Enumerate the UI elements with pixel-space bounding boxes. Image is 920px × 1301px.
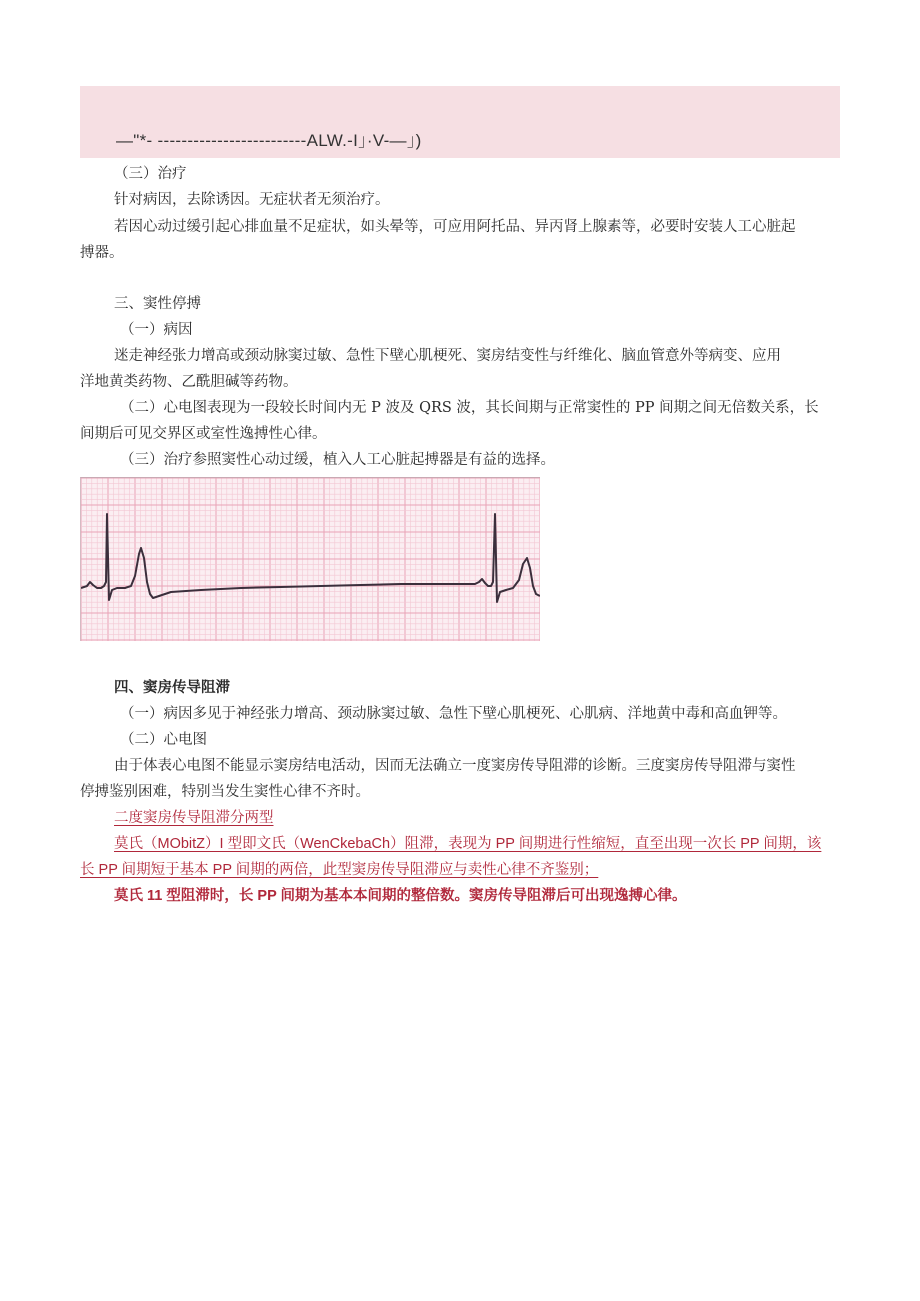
- paragraph-treatment-1: 针对病因，去除诱因。无症状者无须治疗。: [114, 192, 390, 208]
- paragraph-treatment-2-cont: 搏器。: [80, 245, 124, 261]
- subheading-treatment: （三）治疗: [114, 166, 187, 182]
- paragraph-sa-ecg-1: 由于体表心电图不能显示窦房结电活动，因而无法确立一度窦房传导阻滞的诊断。三度窦房传导阻滞与窦性: [114, 758, 796, 774]
- red-paragraph-mobitz-1-line1: 莫氏（MObitZ）I 型即文氏（WenCkebaCh）阻滞，表现为 PP 间期进行性缩短，直至出现一次长 PP 间期，该: [114, 836, 822, 852]
- subheading-cause: （一）病因: [120, 322, 193, 338]
- paragraph-treatment-3: （三）治疗参照窦性心动过缓，植入人工心脏起搏器是有益的选择。: [120, 452, 555, 468]
- ecg-figure-fragment: [80, 86, 840, 158]
- garbled-caption: —"*- -------------------------ALW.-I」·V-—」): [116, 131, 422, 150]
- paragraph-treatment-2: 若因心动过缓引起心排血量不足症状，如头晕等，可应用阿托品、异丙肾上腺素等，必要时安装人工心脏起: [114, 219, 796, 235]
- red-paragraph-mobitz-2: 莫氏 11 型阻滞时，长 PP 间期为基本本间期的整倍数。窦房传导阻滞后可出现逸搏心律。: [114, 888, 687, 904]
- paragraph-sa-ecg-2: 停搏鉴别困难，特别当发生窦性心律不齐时。: [80, 784, 370, 800]
- section-title-sa-block: 四、窦房传导阻滞: [114, 680, 230, 696]
- red-paragraph-mobitz-1-line2: 长 PP 间期短于基本 PP 间期的两倍，此型窦房传导阻滞应与卖性心律不齐鉴别；: [80, 862, 599, 878]
- subheading-ecg: （二）心电图: [120, 732, 207, 748]
- paragraph-cause-2: 洋地黄类药物、乙酰胆碱等药物。: [80, 374, 298, 390]
- paragraph-cause-1: 迷走神经张力增高或颈动脉窦过敏、急性下壁心肌梗死、窦房结变性与纤维化、脑血管意外等病变、应用: [114, 348, 781, 364]
- paragraph-ecg-1: （二）心电图表现为一段较长时间内无 P 波及 QRS 波，其长间期与正常窦性的 PP 间期之间无倍数关系，长: [120, 400, 819, 416]
- paragraph-sa-cause: （一）病因多见于神经张力增高、颈动脉窦过敏、急性下壁心肌梗死、心肌病、洋地黄中毒和高血钾等。: [120, 706, 787, 722]
- section-title-sinus-arrest: 三、窦性停搏: [114, 296, 201, 312]
- paragraph-ecg-2: 间期后可见交界区或室性逸搏性心律。: [80, 426, 327, 442]
- ecg-strip-image: [80, 477, 540, 641]
- red-heading-second-degree: 二度窦房传导阻滞分两型: [114, 810, 274, 826]
- ecg-trace-graphic: [81, 478, 540, 641]
